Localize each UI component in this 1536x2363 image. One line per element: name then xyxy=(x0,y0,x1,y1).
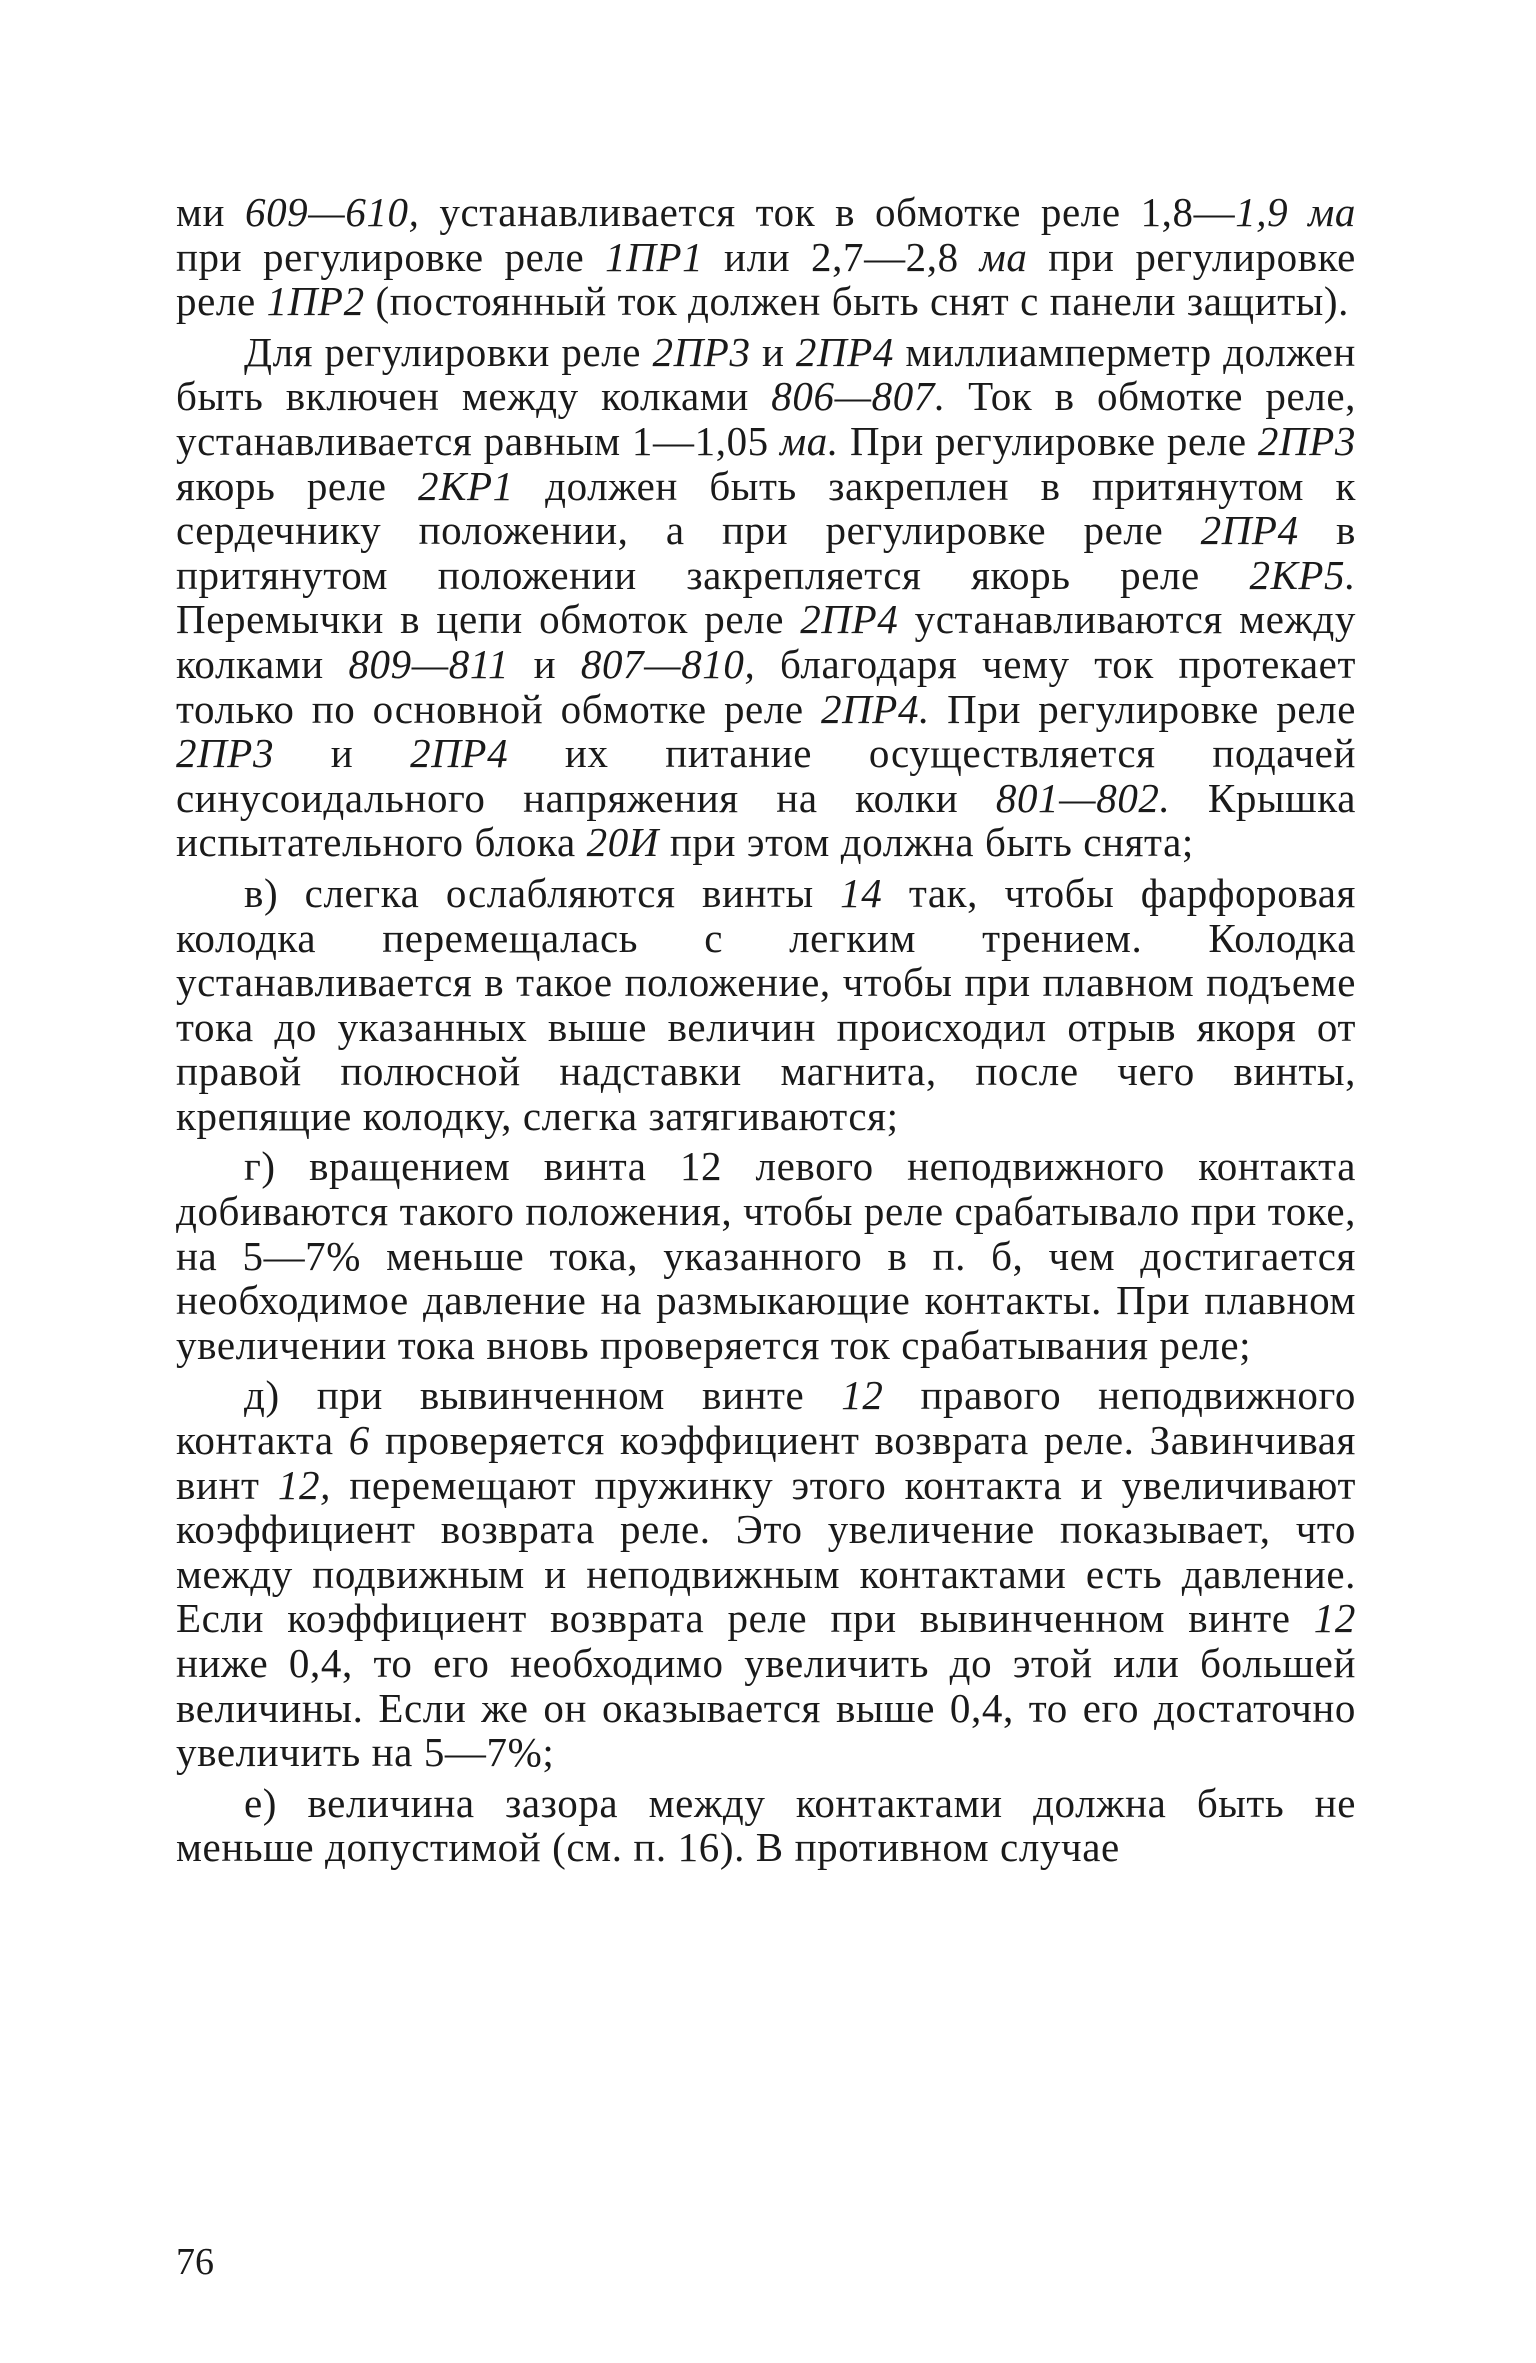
text-run: при регулировке реле xyxy=(176,233,1356,325)
italic-run: 6 xyxy=(348,1417,370,1464)
italic-run: 12, xyxy=(277,1461,331,1508)
italic-run: 2ПР3 xyxy=(1257,417,1356,464)
italic-run: 1,9 xyxy=(1235,189,1309,235)
text-run: и xyxy=(750,328,796,375)
text-run: При регулировке реле xyxy=(838,417,1258,464)
text-run: Крышка испытательного блока xyxy=(176,774,1356,866)
body-text xyxy=(176,190,1356,1870)
page-number: 76 xyxy=(176,2241,214,2283)
italic-run: 2ПР4 xyxy=(800,596,899,643)
paragraph-1 xyxy=(176,190,1356,324)
text-run: или 2,7—2,8 xyxy=(703,233,980,280)
italic-run: 807—810, xyxy=(580,640,756,687)
text-run: устанавливается ток в обмотке реле 1,8— xyxy=(419,189,1236,235)
text-run: Перемычки в цепи обмоток реле xyxy=(176,596,801,643)
text-run: г) вращением винта 12 левого неподвижного контакта добиваются такого положения, чтобы реле срабатывало при токе, на 5—7% меньше тока, указанного в п. б, чем достигается необходимое давление на размыкающие контакты. При плавном увеличении тока вновь проверяется ток срабатывания реле; xyxy=(176,1143,1356,1368)
italic-run: 20И xyxy=(586,819,660,866)
italic-run: 809—811 xyxy=(348,640,510,687)
italic-run: 2ПР3 xyxy=(652,328,751,375)
italic-run: 806—807. xyxy=(771,373,946,420)
italic-run: 2ПР4. xyxy=(821,685,930,732)
italic-run: 2КР5. xyxy=(1249,551,1356,598)
text-run: в притянутом положении закрепляется якорь реле xyxy=(176,507,1356,598)
text-run: якорь реле xyxy=(176,462,419,509)
paragraph-5 xyxy=(176,1373,1356,1774)
text-run: миллиамперметр должен быть включен между колками xyxy=(176,328,1356,420)
paragraph-6 xyxy=(176,1781,1356,1870)
text-run: Для регулировки реле xyxy=(244,328,653,375)
text-run: при регулировке реле xyxy=(176,233,606,280)
italic-run: 2КР1 xyxy=(418,462,514,509)
italic-run: ма xyxy=(979,233,1028,280)
paragraph-3 xyxy=(176,871,1356,1139)
italic-run: 2ПР4 xyxy=(1200,507,1299,554)
italic-run: 801—802. xyxy=(995,774,1171,821)
text-run: ниже 0,4, то его необходимо увеличить до этой или большей величины. Если же он оказывается выше 0,4, то его достаточно увеличить на 5—7%; xyxy=(176,1640,1356,1776)
text-run: Ток в обмотке реле, устанавливается равным 1—1,05 xyxy=(176,373,1356,464)
text-run: и xyxy=(509,640,581,687)
text-run: устанавливаются между колками xyxy=(176,596,1356,687)
text-run: и xyxy=(274,730,411,777)
italic-run: 2ПР4 xyxy=(410,730,509,777)
italic-run: 2ПР3 xyxy=(176,730,275,777)
italic-run: 12 xyxy=(841,1372,884,1419)
text-run: е) величина зазора между контактами должна быть не меньше допустимой (см. п. 16). В противном случае xyxy=(176,1779,1356,1871)
italic-run: 609—610, xyxy=(244,189,420,235)
italic-run: 14 xyxy=(840,869,883,916)
italic-run: 1ПР1 xyxy=(605,233,704,280)
text-run: проверяется коэффициент возврата реле. Завинчивая винт xyxy=(176,1417,1356,1508)
text-run: в) слегка ослабляются винты xyxy=(244,869,841,916)
italic-run: 2ПР4 xyxy=(795,328,894,375)
text-run: так, чтобы фарфоровая колодка перемещалась с легким трением. Колодка устанавливается в такое положение, чтобы при плавном подъеме тока до указанных выше величин происходил отрыв якоря от правой полюсной надставки магнита, после чего винты, крепящие колодку, слегка затягиваются; xyxy=(176,869,1356,1139)
text-run: благодаря чему ток протекает только по основной обмотке реле xyxy=(176,640,1356,732)
text-run: их питание осуществляется подачей синусоидального напряжения на колки xyxy=(176,730,1357,821)
paragraph-4 xyxy=(176,1144,1356,1367)
text-run: при этом должна быть снята; xyxy=(659,819,1194,866)
text-run: (постоянный ток должен быть снят с панели защиты). xyxy=(364,278,1350,325)
italic-run: 1ПР2 xyxy=(266,278,365,325)
italic-run: ма xyxy=(1308,189,1357,235)
paragraph-2 xyxy=(176,330,1356,865)
text-run: правого неподвижного контакта xyxy=(176,1372,1356,1464)
text-run: При регулировке реле xyxy=(929,685,1357,732)
text-run: д) при вывинченном винте xyxy=(244,1372,842,1419)
text-run: ми xyxy=(176,189,245,235)
text-run: перемещают пружинку этого контакта и увеличивают коэффициент возврата реле. Это увеличение показывает, что между подвижным и неподвижным контактами есть давление. Если коэффициент возврата реле при вывинченном винте xyxy=(176,1461,1356,1642)
italic-run: ма. xyxy=(780,417,839,464)
italic-run: 12 xyxy=(1313,1595,1356,1642)
text-run: должен быть закреплен в притянутом к сердечнику положении, а при регулировке реле xyxy=(176,462,1357,554)
